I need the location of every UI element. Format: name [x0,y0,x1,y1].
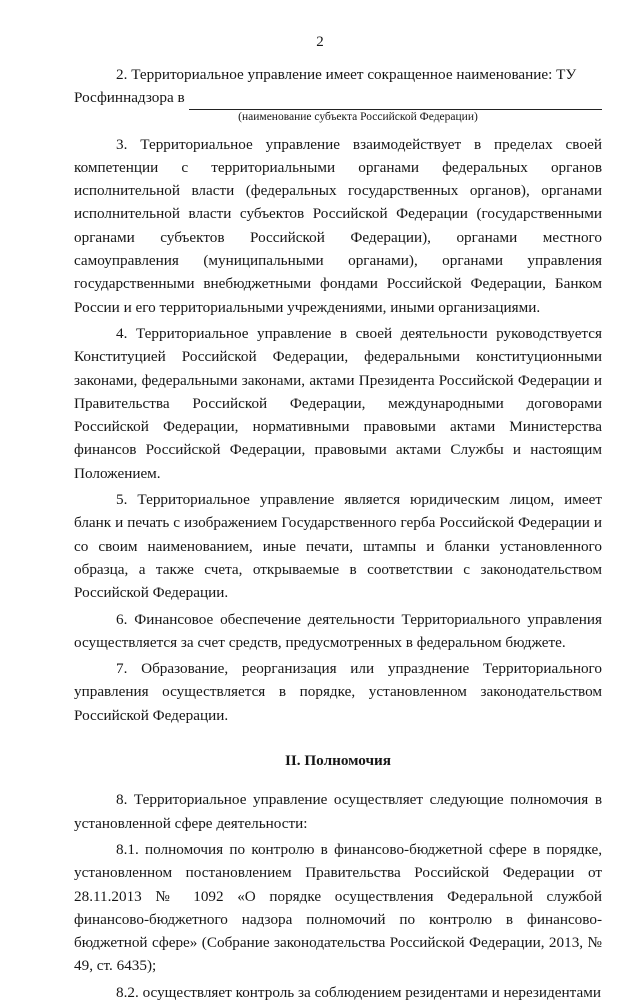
document-body [74,63,602,1004]
paragraph-8-2: 8.2. осуществляет контроль за соблюдением резидентами и нерезидентами [116,983,601,1001]
region-blank-line [189,93,602,110]
paragraph-7: 7. Образование, реорганизация или упразднение Территориального управления осуществляется в порядке, установленном законодательством Российской Федерации. [74,660,602,724]
paragraph-5: 5. Территориальное управление является юридическим лицом, имеет бланк и печать с изображением Государственного герба Российской Федерации и со своим наименованием, иные печати, штампы и бланки установленного образца, а также счета, открываемые в соответствии с законодательством Российской Федерации. [74,491,602,602]
paragraph-8: 8. Территориальное управление осуществляет следующие полномочия в установленной сфере деятельности: [74,791,602,832]
paragraph-2-tail: Росфиннадзора в [74,89,185,107]
paragraph-6: 6. Финансовое обеспечение деятельности Территориального управления осуществляется за счет средств, предусмотренных в федеральном бюджете. [74,610,602,651]
paragraph-8-1: 8.1. полномочия по контролю в финансово-бюджетной сфере в порядке, установленном постановлением Правительства Российской Федерации от 28.11.2013 № 1092 «О порядке осуществления Федеральной службой финансово-бюджетного надзора полномочий по контролю в финансово-бюджетной сфере» (Собрание законодательства Российской Федерации, 2013, № 49, ст. 6435); [74,840,602,975]
paragraph-3: 3. Территориальное управление взаимодействует в пределах своей компетенции с территориальными органами федеральных органов исполнительной власти (федеральных государственных органов), органами исполнительной власти субъектов Российской Федерации (государственными органами субъектов Российской Федерации), органами местного самоуправления (муниципальными органами), органами управления государственными внебюджетными фондами Российской Федерации, Банком России и его территориальными учреждениями, иными организациями. [74,135,602,316]
page-number: 2 [316,34,324,50]
section-heading: II. Полномочия [284,752,392,770]
paragraph-2-fill-line [74,86,602,109]
paragraph-4: 4. Территориальное управление в своей деятельности руководствуется Конституцией Российской Федерации, федеральными конституционными законами, федеральными законами, актами Президента Российской Федерации и Правительства Российской Федерации, международными договорами Российской Федерации, нормативными правовыми актами Министерства финансов Российской Федерации, правовыми актами Службы и настоящим Положением. [74,324,602,482]
paragraph-2: 2. Территориальное управление имеет сокращенное наименование: ТУ [116,66,577,83]
region-caption: (наименование субъекта Российской Федерации) [238,110,478,123]
